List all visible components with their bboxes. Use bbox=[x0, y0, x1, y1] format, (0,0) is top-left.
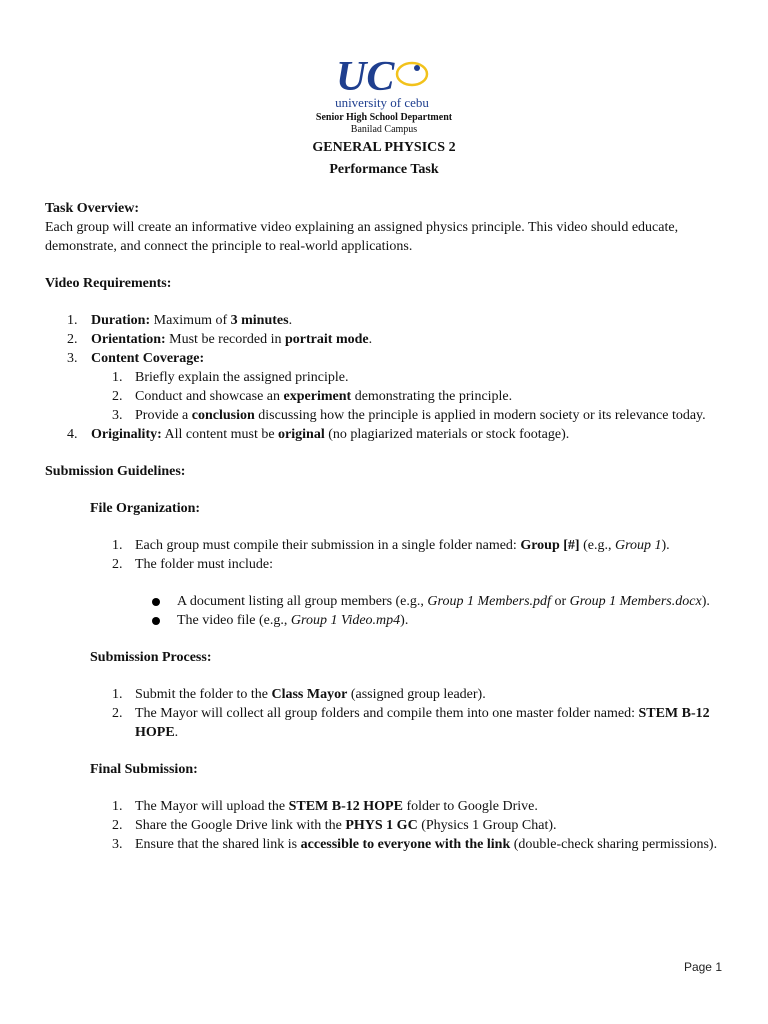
final-submission-heading: Final Submission: bbox=[90, 762, 198, 777]
page-number: Page 1 bbox=[683, 960, 722, 974]
item-text: folder to Google Drive. bbox=[402, 799, 538, 814]
item-text: Briefly explain the assigned principle. bbox=[135, 370, 349, 385]
item-emphasis: portrait mode bbox=[285, 332, 369, 347]
overview-text: Each group will create an informative video explaining an assigned physics principle. This video should educate, demonstrate, and connect the principle to real-world applications. bbox=[45, 220, 679, 254]
list-item bbox=[45, 835, 735, 854]
item-label: Content Coverage: bbox=[91, 351, 205, 366]
list-item bbox=[45, 816, 735, 835]
list-number: 2. bbox=[67, 332, 78, 347]
item-text: Provide a bbox=[135, 408, 192, 423]
item-text: Must be recorded in bbox=[165, 332, 286, 347]
sub-list-item bbox=[45, 368, 735, 387]
item-emphasis: Group [#] bbox=[520, 538, 580, 553]
list-number: 2. bbox=[112, 557, 123, 572]
logo-text: UC bbox=[336, 54, 395, 100]
list-item bbox=[45, 555, 735, 574]
list-number: 1. bbox=[112, 370, 123, 385]
item-text: The Mayor will collect all group folders and compile them into one master folder named: bbox=[135, 706, 639, 721]
item-label: Originality: bbox=[91, 427, 162, 442]
list-number: 3. bbox=[112, 837, 123, 852]
course-title: GENERAL PHYSICS 2 bbox=[312, 140, 456, 155]
item-text: Share the Google Drive link with the bbox=[135, 818, 346, 833]
submission-heading: Submission Guidelines: bbox=[45, 464, 186, 479]
list-item bbox=[45, 349, 735, 368]
sub-list-item bbox=[45, 387, 735, 406]
document-subtitle: Performance Task bbox=[329, 162, 439, 177]
item-text: The video file (e.g., bbox=[177, 613, 291, 628]
list-number: 4. bbox=[67, 427, 78, 442]
item-text: Each group must compile their submission in a single folder named: bbox=[135, 538, 521, 553]
item-italic: Group 1 Members.docx bbox=[569, 594, 702, 609]
item-text: ). bbox=[400, 613, 409, 628]
item-emphasis: STEM B-12 HOPE bbox=[288, 799, 403, 814]
bullet-dot-icon bbox=[152, 598, 160, 606]
item-label: Duration: bbox=[91, 313, 151, 328]
item-emphasis: accessible to everyone with the link bbox=[300, 837, 511, 852]
uc-logo-graphic bbox=[326, 54, 438, 112]
sub-list-item bbox=[45, 406, 735, 425]
item-text: . bbox=[368, 332, 373, 347]
list-number: 3. bbox=[112, 408, 123, 423]
item-text: The Mayor will upload the bbox=[135, 799, 289, 814]
campus-name: Banilad Campus bbox=[350, 124, 418, 135]
item-text: or bbox=[550, 594, 570, 609]
overview-heading: Task Overview: bbox=[45, 201, 139, 216]
submission-process-heading: Submission Process: bbox=[90, 650, 212, 665]
bullet-item bbox=[45, 611, 735, 630]
item-text: demonstrating the principle. bbox=[351, 389, 513, 404]
document-body bbox=[45, 199, 735, 854]
item-text: Conduct and showcase an bbox=[135, 389, 284, 404]
list-number: 1. bbox=[112, 687, 123, 702]
item-italic: Group 1 Members.pdf bbox=[427, 594, 551, 609]
list-number: 2. bbox=[112, 706, 123, 721]
item-text: (assigned group leader). bbox=[347, 687, 486, 702]
item-text: Submit the folder to the bbox=[135, 687, 272, 702]
item-text: (Physics 1 Group Chat). bbox=[417, 818, 557, 833]
item-text: Maximum of bbox=[150, 313, 231, 328]
list-item bbox=[45, 330, 735, 349]
item-text: ). bbox=[661, 538, 670, 553]
list-number: 1. bbox=[67, 313, 78, 328]
bullet-item bbox=[45, 592, 735, 611]
list-number: 2. bbox=[112, 818, 123, 833]
item-emphasis: original bbox=[278, 427, 325, 442]
item-italic: Group 1 Video.mp4 bbox=[290, 613, 401, 628]
list-number: 1. bbox=[112, 799, 123, 814]
item-italic: Group 1 bbox=[614, 538, 662, 553]
item-emphasis: PHYS 1 GC bbox=[345, 818, 418, 833]
list-number: 1. bbox=[112, 538, 123, 553]
file-organization-heading: File Organization: bbox=[90, 501, 201, 516]
item-label: Orientation: bbox=[91, 332, 166, 347]
list-number: 2. bbox=[112, 389, 123, 404]
item-emphasis: STEM B-12 HOPE bbox=[135, 706, 710, 740]
department-name: Senior High School Department bbox=[315, 112, 453, 123]
item-text: . bbox=[174, 725, 179, 740]
list-item bbox=[45, 311, 735, 330]
item-text: (no plagiarized materials or stock footage). bbox=[324, 427, 570, 442]
university-logo bbox=[326, 54, 438, 112]
item-text: (double-check sharing permissions). bbox=[510, 837, 718, 852]
item-emphasis: Class Mayor bbox=[271, 687, 348, 702]
item-text: . bbox=[288, 313, 293, 328]
item-text: The folder must include: bbox=[135, 557, 274, 572]
list-item bbox=[45, 797, 735, 816]
list-item bbox=[45, 704, 735, 742]
item-text: ). bbox=[701, 594, 710, 609]
logo-subtext: university of cebu bbox=[335, 95, 429, 110]
list-item bbox=[45, 536, 735, 555]
item-emphasis: 3 minutes bbox=[230, 313, 289, 328]
item-text: A document listing all group members (e.g., bbox=[177, 594, 428, 609]
item-text: (e.g., bbox=[579, 538, 615, 553]
item-text: Ensure that the shared link is bbox=[135, 837, 301, 852]
list-item bbox=[45, 425, 735, 444]
item-emphasis: conclusion bbox=[191, 408, 255, 423]
bullet-dot-icon bbox=[152, 617, 160, 625]
video-requirements-heading: Video Requirements: bbox=[45, 276, 172, 291]
item-text: All content must be bbox=[161, 427, 279, 442]
item-text: discussing how the principle is applied in modern society or its relevance today. bbox=[254, 408, 706, 423]
list-number: 3. bbox=[67, 351, 78, 366]
list-item bbox=[45, 685, 735, 704]
item-emphasis: experiment bbox=[283, 389, 352, 404]
